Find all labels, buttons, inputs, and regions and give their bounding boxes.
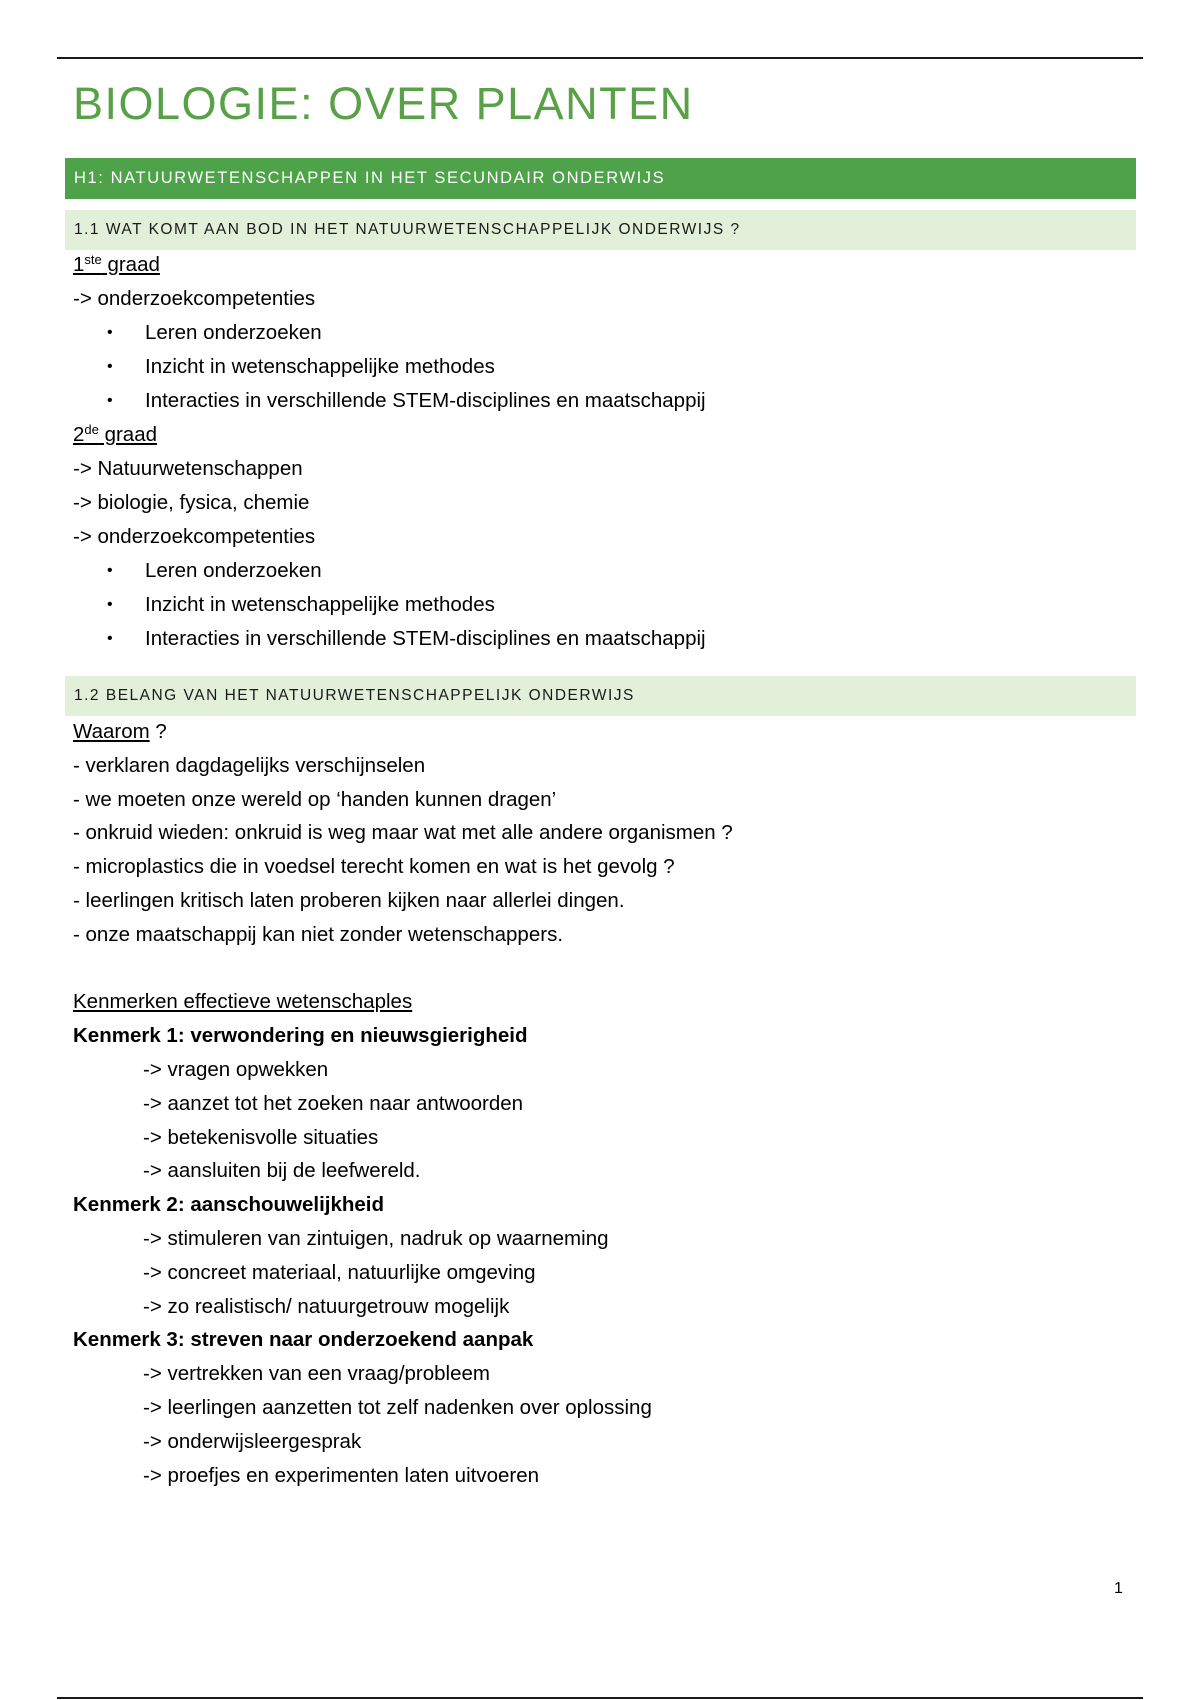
bullet-text: Leren onderzoeken — [145, 559, 322, 582]
bullet-item — [73, 384, 1123, 418]
trait-item: -> betekenisvolle situaties — [143, 1125, 379, 1149]
grade-2-line: -> Natuurwetenschappen — [73, 457, 303, 480]
bullet-item — [73, 588, 1123, 622]
trait-item: -> vertrekken van een vraag/probleem — [143, 1362, 490, 1386]
grade-2-word: graad — [98, 423, 158, 446]
bullet-text: Inzicht in wetenschappelijke methodes — [145, 593, 495, 616]
section-heading-1-1: 1.1 WAT KOMT AAN BOD IN HET NATUURWETENSCHAPPELIJK ONDERWIJS ? — [65, 210, 1136, 250]
why-label: Waarom — [73, 720, 150, 743]
section-1-1-body — [73, 248, 1123, 656]
why-item: - leerlingen kritisch laten proberen kijken naar allerlei dingen. — [73, 888, 625, 912]
trait-item: -> stimuleren van zintuigen, nadruk op waarneming — [143, 1226, 609, 1250]
bullet-icon: • — [107, 630, 113, 647]
grade-1-word: graad — [101, 253, 160, 276]
trait-item: -> proefjes en experimenten laten uitvoeren — [143, 1463, 540, 1487]
bullet-text: Interacties in verschillende STEM-disciplines en maatschappij — [145, 627, 706, 650]
grade-2-suffix: de — [84, 422, 99, 437]
section-heading-1-2: 1.2 BELANG VAN HET NATUURWETENSCHAPPELIJK ONDERWIJS — [65, 676, 1136, 716]
bottom-rule — [57, 1697, 1143, 1699]
grade-2-line: -> biologie, fysica, chemie — [73, 491, 310, 514]
trait-3-title: Kenmerk 3: streven naar onderzoekend aanpak — [73, 1328, 534, 1352]
page-number: 1 — [1114, 1580, 1123, 1597]
why-item: - microplastics die in voedsel terecht komen en wat is het gevolg ? — [73, 855, 675, 879]
grade-1-number: 1 — [73, 253, 85, 276]
trait-item: -> aansluiten bij de leefwereld. — [143, 1159, 421, 1183]
bullet-icon: • — [107, 392, 113, 409]
trait-item: -> zo realistisch/ natuurgetrouw mogelijk — [143, 1294, 510, 1318]
grade-2-line: -> onderzoekcompetenties — [73, 525, 316, 548]
document-title: BIOLOGIE: OVER PLANTEN — [73, 78, 694, 129]
bullet-item — [73, 350, 1123, 384]
blank-line — [73, 952, 1123, 986]
top-rule — [57, 57, 1143, 59]
chapter-heading: H1: NATUURWETENSCHAPPEN IN HET SECUNDAIR ONDERWIJS — [65, 158, 1136, 199]
trait-2-title: Kenmerk 2: aanschouwelijkheid — [73, 1193, 385, 1217]
trait-item: -> aanzet tot het zoeken naar antwoorden — [143, 1091, 524, 1115]
bullet-icon: • — [107, 358, 113, 375]
grade-1-line: -> onderzoekcompetenties — [73, 287, 316, 310]
why-item: - verklaren dagdagelijks verschijnselen — [73, 753, 426, 777]
trait-1-title: Kenmerk 1: verwondering en nieuwsgierigheid — [73, 1024, 528, 1048]
trait-item: -> leerlingen aanzetten tot zelf nadenken over oplossing — [143, 1395, 652, 1419]
trait-item: -> concreet materiaal, natuurlijke omgeving — [143, 1260, 536, 1284]
grade-2-number: 2 — [73, 423, 85, 446]
bullet-item — [73, 622, 1123, 656]
grade-1-suffix: ste — [84, 252, 102, 267]
bullet-item — [73, 316, 1123, 350]
bullet-text: Leren onderzoeken — [145, 321, 322, 344]
grade-2-heading — [73, 418, 1123, 452]
section-1-2-body — [73, 715, 1123, 1492]
trait-item: -> onderwijsleergesprak — [143, 1429, 362, 1453]
why-item: - onkruid wieden: onkruid is weg maar wat met alle andere organismen ? — [73, 821, 733, 845]
bullet-icon: • — [107, 324, 113, 341]
grade-1-heading — [73, 248, 1123, 282]
bullet-icon: • — [107, 596, 113, 613]
why-item: - we moeten onze wereld op ‘handen kunnen dragen’ — [73, 787, 557, 811]
why-suffix: ? — [149, 720, 167, 743]
trait-item: -> vragen opwekken — [143, 1057, 329, 1081]
bullet-item — [73, 554, 1123, 588]
bullet-text: Interacties in verschillende STEM-disciplines en maatschappij — [145, 389, 706, 412]
why-item: - onze maatschappij kan niet zonder wetenschappers. — [73, 922, 564, 946]
bullet-text: Inzicht in wetenschappelijke methodes — [145, 355, 495, 378]
traits-heading: Kenmerken effectieve wetenschaples — [73, 990, 413, 1014]
why-heading — [73, 715, 1123, 749]
bullet-icon: • — [107, 562, 113, 579]
